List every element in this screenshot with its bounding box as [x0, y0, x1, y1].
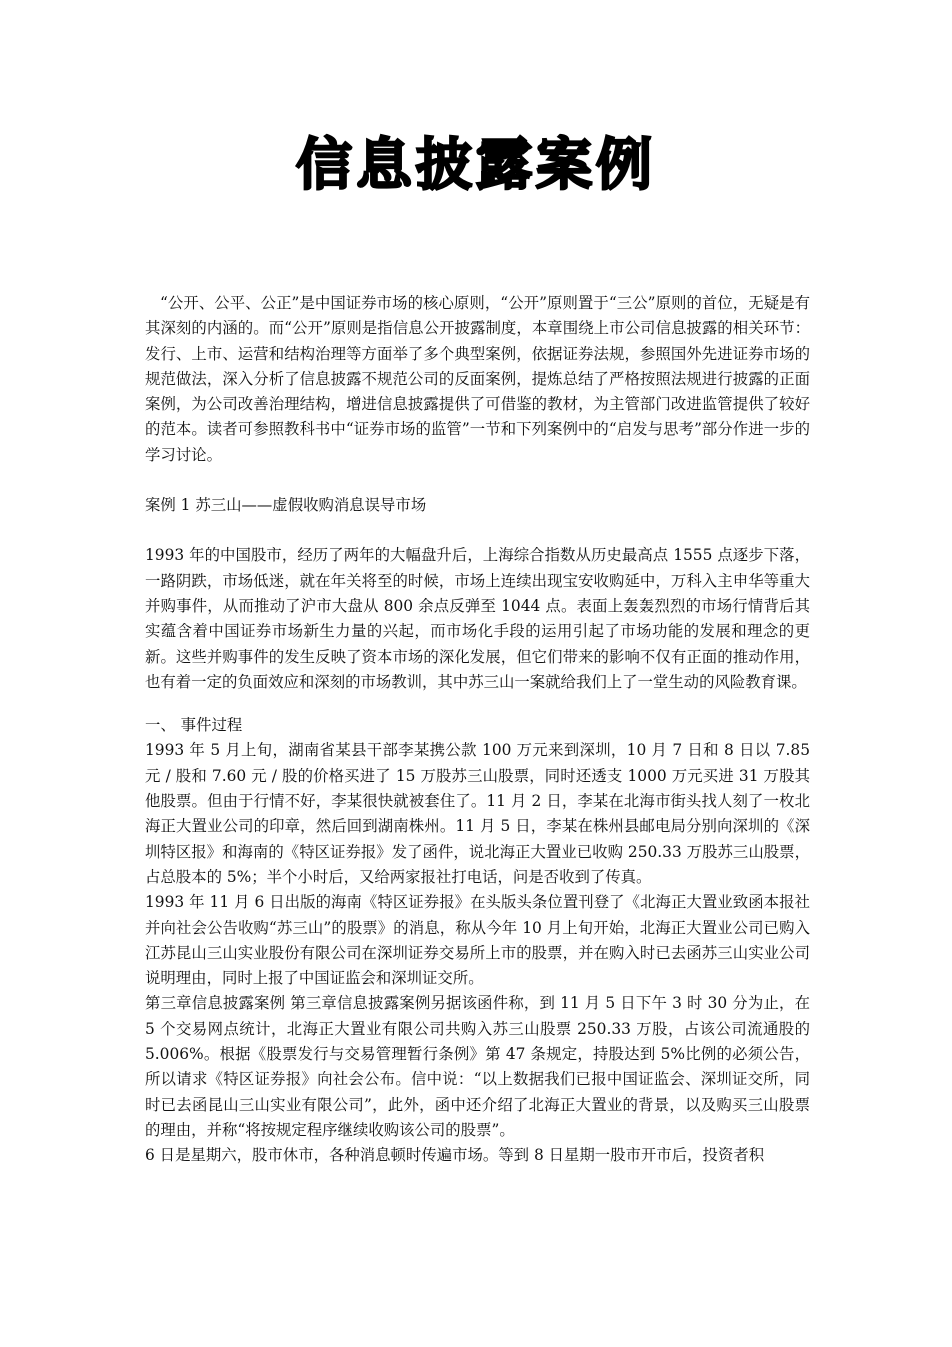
- document-body: [145, 291, 810, 1169]
- body-paragraph: 第三章信息披露案例 第三章信息披露案例另据该函件称，到 11 月 5 日下午 3 时 30 分为止，在 5 个交易网点统计，北海正大置业有限公司共购入苏三山股票 250.33 万股，占该公司流通股的 5.006%。根据《股票发行与交易管理暂行条例》第 47 条规定，持股达到 5%比例的必须公告，所以请求《特区证券报》向社会公布。信中说：“以上数据我们已报中国证监会、深圳证交所，同时已去函昆山三山实业有限公司”，此外，函中还介绍了北海正大置业的背景，以及购买三山股票的理由，并称“将按规定程序继续收购该公司的股票”。: [145, 994, 810, 1139]
- document-title: 信息披露案例: [296, 133, 656, 198]
- body-paragraph: 1993 年 5 月上旬，湖南省某县干部李某携公款 100 万元来到深圳，10 月 7 日和 8 日以 7.85 元 / 股和 7.60 元 / 股的价格买进了 15 万股苏三山股票，同时还透支 1000 万元买进 31 万股其他股票。但由于行情不好，李某很快就被套住了。11 月 2 日，李某在北海市街头找人刻了一枚北海正大置业公司的印章，然后回到湖南株州。11 月 5 日，李某在株州县邮电局分别向深圳的《深圳特区报》和海南的《特区证券报》发了函件，说北海正大置业已收购 250.33 万股苏三山股票，占总股本的 5%；半个小时后，又给两家报社打电话，问是否收到了传真。: [145, 741, 810, 886]
- section-heading: 一、 事件过程: [145, 716, 243, 735]
- case-intro-paragraph: 1993 年的中国股市，经历了两年的大幅盘升后，上海综合指数从历史最高点 1555 点逐步下落，一路阴跌，市场低迷，就在年关将至的时候，市场上连续出现宝安收购延中，万科入主申华等重大并购事件，从而推动了沪市大盘从 800 余点反弹至 1044 点。表面上轰轰烈烈的市场行情背后其实蕴含着中国证券市场新生力量的兴起，而市场化手段的运用引起了市场功能的发展和理念的更新。这些并购事件的发生反映了资本市场的深化发展，但它们带来的影响不仅有正面的推动作用，也有着一定的负面效应和深刻的市场教训，其中苏三山一案就给我们上了一堂生动的风险教育课。: [145, 546, 810, 691]
- intro-paragraph: “公开、公平、公正”是中国证券市场的核心原则，“公开”原则置于“三公”原则的首位，无疑是有其深刻的内涵的。而“公开”原则是指信息公开披露制度，本章围绕上市公司信息披露的相关环节：发行、上市、运营和结构治理等方面举了多个典型案例，依据证券法规，参照国外先进证券市场的规范做法，深入分析了信息披露不规范公司的反面案例，提炼总结了严格按照法规进行披露的正面案例，为公司改善治理结构，增进信息披露提供了可借鉴的教材，为主管部门改进监管提供了较好的范本。读者可参照教科书中“证券市场的监管”一节和下列案例中的“启发与思考”部分作进一步的学习讨论。: [145, 294, 810, 464]
- body-paragraph: 1993 年 11 月 6 日出版的海南《特区证券报》在头版头条位置刊登了《北海正大置业致函本报社并向社会公告收购“苏三山”的股票》的消息，称从今年 10 月上旬开始，北海正大置业公司已购入江苏昆山三山实业股份有限公司在深圳证券交易所上市的股票，并在购入时已去函苏三山实业公司说明理由，同时上报了中国证监会和深圳证交所。: [145, 893, 810, 988]
- case-heading: 案例 1 苏三山——虚假收购消息误导市场: [145, 496, 427, 515]
- body-paragraph: 6 日是星期六，股市休市，各种消息顿时传遍市场。等到 8 日星期一股市开市后，投资者积: [145, 1146, 765, 1165]
